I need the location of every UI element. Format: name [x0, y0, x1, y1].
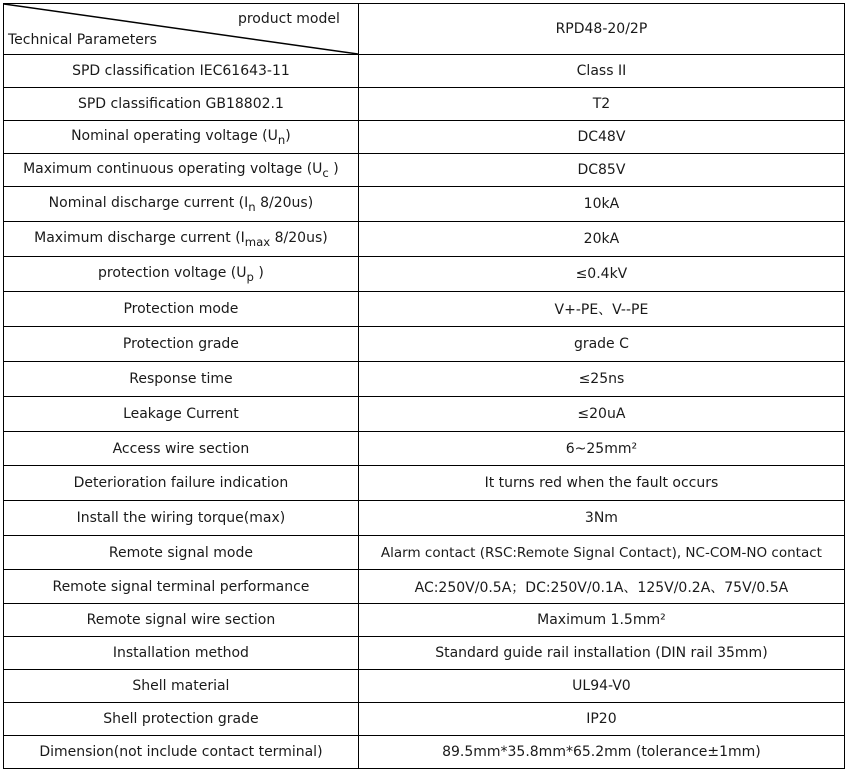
model-value: RPD48-20/2P	[358, 4, 844, 55]
param-cell	[4, 121, 359, 154]
table-row	[4, 187, 845, 222]
param-tail: )	[285, 127, 291, 144]
value-cell: UL94-V0	[358, 670, 844, 703]
param-cell: Access wire section	[4, 432, 359, 466]
value-cell: Standard guide rail installation (DIN rail 35mm)	[358, 637, 844, 670]
param-cell: Protection grade	[4, 327, 359, 362]
param-tail: 8/20us)	[255, 194, 314, 211]
table-row	[4, 736, 845, 769]
param-cell: Protection mode	[4, 292, 359, 327]
table-row	[4, 222, 845, 257]
param-cell: SPD classification GB18802.1	[4, 88, 359, 121]
param-subscript: max	[244, 234, 271, 249]
param-cell: Remote signal terminal performance	[4, 570, 359, 604]
table-row	[4, 604, 845, 637]
table-row	[4, 703, 845, 736]
value-cell: IP20	[358, 703, 844, 736]
value-cell: ≤25ns	[358, 362, 844, 397]
value-cell: grade C	[358, 327, 844, 362]
table-row	[4, 466, 845, 501]
table-row	[4, 121, 845, 154]
table-row	[4, 397, 845, 432]
value-cell: 20kA	[358, 222, 844, 257]
param-text: Maximum discharge current (I	[34, 229, 245, 246]
value-cell: DC85V	[358, 154, 844, 187]
value-cell: Alarm contact (RSC:Remote Signal Contact), NC-COM-NO contact	[358, 536, 844, 570]
param-subscript: n	[248, 199, 256, 214]
param-tail: )	[253, 264, 264, 281]
param-cell: Response time	[4, 362, 359, 397]
table-row	[4, 637, 845, 670]
value-cell: 89.5mm*35.8mm*65.2mm (tolerance±1mm)	[358, 736, 844, 769]
table-row	[4, 154, 845, 187]
param-text: Nominal discharge current (I	[48, 194, 249, 211]
value-cell: AC:250V/0.5A；DC:250V/0.1A、125V/0.2A、75V/0.5A	[358, 570, 844, 604]
param-subscript: n	[277, 132, 286, 147]
value-cell: 10kA	[358, 187, 844, 222]
technical-parameters-label: Technical Parameters	[8, 32, 157, 48]
table-row	[4, 292, 845, 327]
param-cell	[4, 257, 359, 292]
param-cell: Shell protection grade	[4, 703, 359, 736]
param-cell	[4, 222, 359, 257]
param-tail: 8/20us)	[270, 229, 328, 246]
value-cell: V+-PE、V--PE	[358, 292, 844, 327]
value-cell: ≤0.4kV	[358, 257, 844, 292]
param-text: protection voltage (U	[98, 264, 247, 281]
table-row	[4, 55, 845, 88]
param-cell: Install the wiring torque(max)	[4, 501, 359, 536]
param-cell: Shell material	[4, 670, 359, 703]
param-text: Nominal operating voltage (U	[71, 127, 278, 144]
value-cell: 3Nm	[358, 501, 844, 536]
param-cell: Leakage Current	[4, 397, 359, 432]
table-row	[4, 257, 845, 292]
technical-parameters-table	[3, 3, 845, 769]
table-row	[4, 501, 845, 536]
param-cell: Deterioration failure indication	[4, 466, 359, 501]
value-cell: Maximum 1.5mm²	[358, 604, 844, 637]
param-cell: Dimension(not include contact terminal)	[4, 736, 359, 769]
diagonal-header-cell	[4, 4, 359, 55]
value-cell: 6~25mm²	[358, 432, 844, 466]
table-row	[4, 88, 845, 121]
value-cell: ≤20uA	[358, 397, 844, 432]
param-subscript: p	[246, 269, 254, 284]
value-cell: It turns red when the fault occurs	[358, 466, 844, 501]
header-row	[4, 4, 845, 55]
param-cell: SPD classification IEC61643-11	[4, 55, 359, 88]
table-row	[4, 536, 845, 570]
param-cell	[4, 154, 359, 187]
table-row	[4, 432, 845, 466]
value-cell: Class II	[358, 55, 844, 88]
param-tail: )	[328, 160, 339, 177]
param-cell	[4, 187, 359, 222]
product-model-label: product model	[237, 11, 340, 27]
table-row	[4, 670, 845, 703]
table-row	[4, 362, 845, 397]
value-cell: DC48V	[358, 121, 844, 154]
param-subscript: c	[322, 165, 329, 180]
param-cell: Remote signal mode	[4, 536, 359, 570]
param-cell: Installation method	[4, 637, 359, 670]
param-cell: Remote signal wire section	[4, 604, 359, 637]
table-row	[4, 570, 845, 604]
table-row	[4, 327, 845, 362]
value-cell: T2	[358, 88, 844, 121]
param-text: Maximum continuous operating voltage (U	[23, 160, 323, 177]
